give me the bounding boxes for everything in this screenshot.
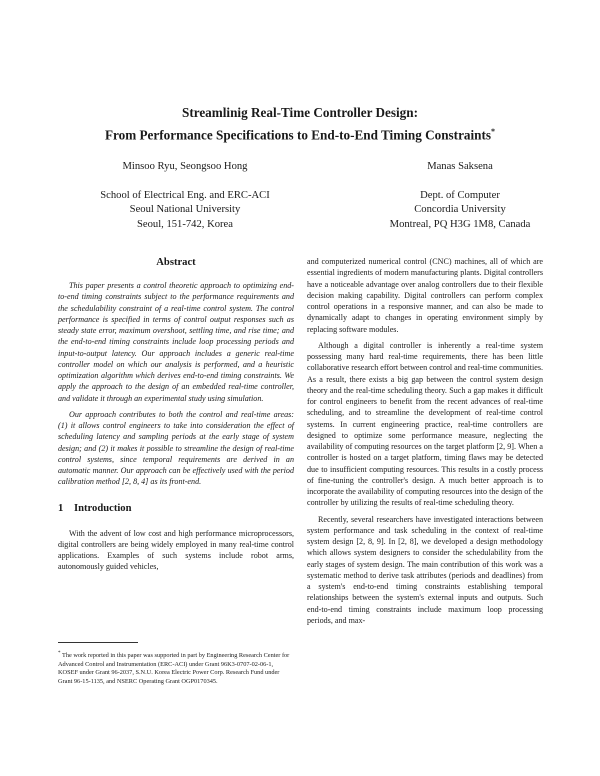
affiliation-line: Seoul, 151-742, Korea <box>137 218 233 230</box>
affiliation-line: School of Electrical Eng. and ERC-ACI <box>100 189 270 201</box>
body-paragraph: and computerized numerical control (CNC) machines, all of which are essential ingredients of modern manufacturing plants. Digital controllers have a noticeable advantage over analog controllers due to their flexible decision making capability. Digital controllers can perform complex control operations in a responsive manner, and can also be made to dynamically adapt to changes in operating environment simply by replacing software modules. <box>307 257 543 334</box>
author-block-right <box>330 160 590 232</box>
title-line-1: Streamlinig Real-Time Controller Design: <box>181 105 418 120</box>
footnote-text: The work reported in this paper was supported in part by Engineering Research Center for Advanced Control and Instrumentation (ERC-ACI) under Grant 96K3-0707-02-06-1, KOSEF under Grant 96-2037, S.N.U. Korea Electric Power Corp. Research Fund under Grant 96-15-1135, and NSERC Operating Grant OGP0170345. <box>58 652 290 685</box>
author-block-left <box>60 160 310 232</box>
author-names-left: Minsoo Ryu, Seongsoo Hong <box>122 161 248 172</box>
body-paragraph: Although a digital controller is inherently a real-time system possessing many hard real-time requirements, there has been little collaborative research effort between control and real-time communities. As a result, there exists a big gap between the control system design theory and the real-time scheduling theory. Such a gap makes it difficult for control engineers to benefit from the recent advances of real-time scheduling, and to streamline the development of real-time control systems. In current engineering practice, real-time controllers are designed to optimize some performance measure, neglecting the availability of computing resources on the target platform [2, 9]. When a controller is hosted on a target platform, timing flaws may be detected due to insufficient computing resources. This results in a costly process of fine-tuning the controller's design. A much better approach is to incorporate the availability of computing resources into the design of the controller by utilizing the results of real-time scheduling theory. <box>307 340 543 508</box>
abstract-paragraph: Our approach contributes to both the control and real-time areas: (1) it allows control engineers to take into consideration the effect of scheduling latency and sampling periods at the early stage of system design; and (2) it makes it possible to streamline the design of real-time control systems, since temporal requirements are derived in an automatic manner. Our approach can be effectively used with the period calibration method [2, 8, 4] as its front-end. <box>58 409 294 487</box>
section-heading-introduction <box>58 502 294 516</box>
affiliation-line: Dept. of Computer <box>420 189 500 201</box>
footnote-mark: * <box>58 651 61 656</box>
title-footnote-mark: * <box>491 127 496 136</box>
left-column <box>58 256 294 578</box>
affiliation-line: Montreal, PQ H3G 1M8, Canada <box>389 218 531 230</box>
section-number: 1 <box>58 502 64 514</box>
affiliation-line: Concordia University <box>414 204 506 215</box>
body-paragraph: Recently, several researchers have investigated interactions between system performance and task scheduling in the context of real-time system design [2, 8, 9]. In [2, 8], we developed a design methodology which allows system designers to consider the schedulability from the early stages of system design. The main contribution of this work was a systematic method to derive task attributes (periods and deadlines) from a system's end-to-end timing constraints establishing temporal relationships between the system's external inputs and outputs. Such end-to-end timing constraints include maximum loop processing periods, and max- <box>307 514 543 625</box>
body-paragraph: With the advent of low cost and high performance microprocessors, digital controllers are being widely employed in many real-time control applications. Examples of such systems include robot arms, autonomously guided vehicles, <box>58 528 294 572</box>
footnote <box>58 650 294 686</box>
footnote-divider <box>58 642 138 643</box>
abstract-section <box>58 256 294 488</box>
abstract-heading: Abstract <box>156 257 196 268</box>
abstract-paragraph: This paper presents a control theoretic approach to optimizing end-to-end timing constraints subject to the performance requirements and the schedulability constraint of a real-time control system. The control performance is specified in terms of control output responses such as steady state error, maximum overshoot, settling time, and rise time; and the end-to-end timing constraints include loop processing periods and input-to-output latency. Our approach includes a generic real-time controller model on which our analysis is performed, and a heuristic optimization algorithm which derives end-to-end timing constraints. We apply the approach to the design of an embedded real-time controller, and validate it through an experimental study using simulation. <box>58 281 294 403</box>
affiliation-line: Seoul National University <box>129 204 241 215</box>
author-names-right: Manas Saksena <box>427 161 493 172</box>
title-line-2-text: From Performance Specifications to End-to-End Timing Constraints <box>104 127 492 143</box>
right-column <box>307 256 543 631</box>
paper-title <box>0 103 600 144</box>
title-line-2 <box>0 122 600 144</box>
section-title: Introduction <box>74 502 132 514</box>
